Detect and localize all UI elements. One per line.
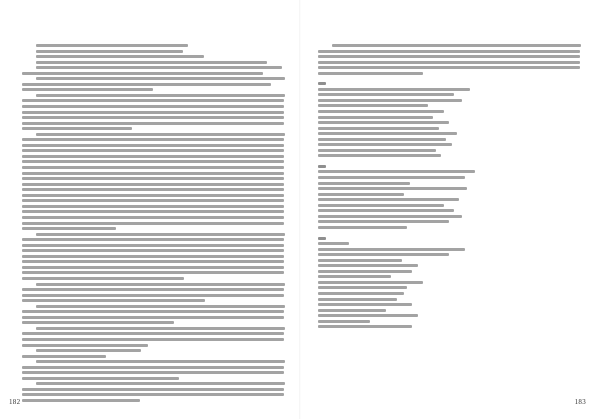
page-number: 183 [574, 398, 586, 406]
verse-line [318, 104, 428, 107]
text-line [36, 94, 285, 97]
text-line [318, 50, 580, 53]
verse-line [318, 127, 439, 130]
text-line [36, 55, 204, 58]
text-line [22, 127, 132, 130]
verse-line [318, 325, 412, 328]
text-line [318, 55, 580, 58]
text-line [36, 66, 282, 69]
stanza-number [318, 82, 326, 85]
text-line [36, 283, 285, 286]
verse-line [318, 292, 404, 295]
text-line [22, 149, 284, 152]
stanza-gap [318, 232, 580, 237]
text-line [22, 105, 284, 108]
text-line [22, 244, 284, 247]
text-line [22, 72, 263, 75]
text-line [22, 183, 284, 186]
text-line [22, 160, 284, 163]
text-line [22, 166, 284, 169]
text-line [22, 111, 284, 114]
verse-line [318, 286, 407, 289]
text-line [36, 233, 285, 236]
text-line [36, 133, 285, 136]
text-line [22, 116, 284, 119]
text-line [22, 316, 284, 319]
verse-line [318, 99, 462, 102]
text-line [22, 122, 284, 125]
text-line [22, 371, 284, 374]
text-line [36, 327, 285, 330]
verse-line [318, 215, 462, 218]
stanza-gap [318, 77, 580, 82]
verse-line [318, 303, 412, 306]
text-line [22, 155, 284, 158]
text-line [22, 83, 271, 86]
verse-line [318, 270, 412, 273]
text-line [332, 44, 581, 47]
text-line [22, 238, 284, 241]
text-line [318, 61, 580, 64]
verse-line [318, 264, 418, 267]
text-line [22, 227, 116, 230]
verse-line [318, 121, 449, 124]
text-line [36, 50, 183, 53]
text-line [22, 288, 284, 291]
text-line [36, 305, 285, 308]
verse-line [318, 198, 459, 201]
text-line [22, 205, 284, 208]
verse-line [318, 88, 470, 91]
text-line [22, 294, 284, 297]
text-line [36, 382, 285, 385]
right-page-body-text [318, 44, 580, 331]
text-line [22, 377, 179, 380]
verse-line [318, 259, 402, 262]
text-line [22, 338, 284, 341]
verse-line [318, 281, 423, 284]
text-line [22, 366, 284, 369]
verse-line [318, 132, 457, 135]
text-line [22, 177, 284, 180]
verse-line [318, 154, 441, 157]
text-line [22, 138, 284, 141]
verse-line [318, 187, 467, 190]
verse-line [318, 93, 454, 96]
text-line [22, 260, 284, 263]
verse-line [318, 275, 391, 278]
verse-line [318, 204, 444, 207]
right-page [300, 0, 600, 419]
text-line [22, 399, 140, 402]
page-number: 182 [9, 398, 21, 406]
verse-line [318, 143, 452, 146]
text-line [22, 277, 184, 280]
text-line [36, 349, 141, 352]
stanza-number [318, 165, 326, 168]
text-line [22, 271, 284, 274]
text-line [22, 216, 284, 219]
text-line [36, 61, 267, 64]
verse-line [318, 182, 410, 185]
verse-line [318, 138, 446, 141]
verse-line [318, 110, 444, 113]
verse-line [318, 253, 449, 256]
verse-line [318, 248, 465, 251]
text-line [22, 188, 284, 191]
verse-line [318, 170, 475, 173]
text-line [22, 310, 284, 313]
text-line [22, 299, 205, 302]
text-line [22, 99, 284, 102]
text-line [22, 332, 284, 335]
text-line [22, 344, 148, 347]
text-line [22, 255, 284, 258]
text-line [36, 44, 188, 47]
verse-line [318, 220, 449, 223]
verse-line [318, 226, 407, 229]
text-line [22, 194, 284, 197]
text-line [22, 88, 153, 91]
text-line [318, 66, 580, 69]
verse-line [318, 314, 418, 317]
text-line [318, 72, 423, 75]
text-line [22, 210, 284, 213]
verse-line [318, 320, 370, 323]
text-line [22, 355, 106, 358]
text-line [22, 144, 284, 147]
text-line [22, 172, 284, 175]
text-line [22, 249, 284, 252]
text-line [22, 393, 284, 396]
verse-line [318, 176, 465, 179]
verse-line [318, 298, 397, 301]
text-line [22, 388, 284, 391]
text-line [36, 77, 285, 80]
stanza-gap [318, 160, 580, 165]
text-line [22, 199, 284, 202]
text-line [22, 321, 174, 324]
text-line [36, 360, 285, 363]
left-page-body-text [22, 44, 284, 405]
verse-line [318, 193, 404, 196]
verse-line [318, 209, 454, 212]
verse-line [318, 149, 436, 152]
verse-line [318, 116, 433, 119]
verse-line [318, 242, 349, 245]
stanza-number [318, 237, 326, 240]
text-line [22, 266, 284, 269]
text-line [22, 222, 284, 225]
verse-line [318, 309, 386, 312]
